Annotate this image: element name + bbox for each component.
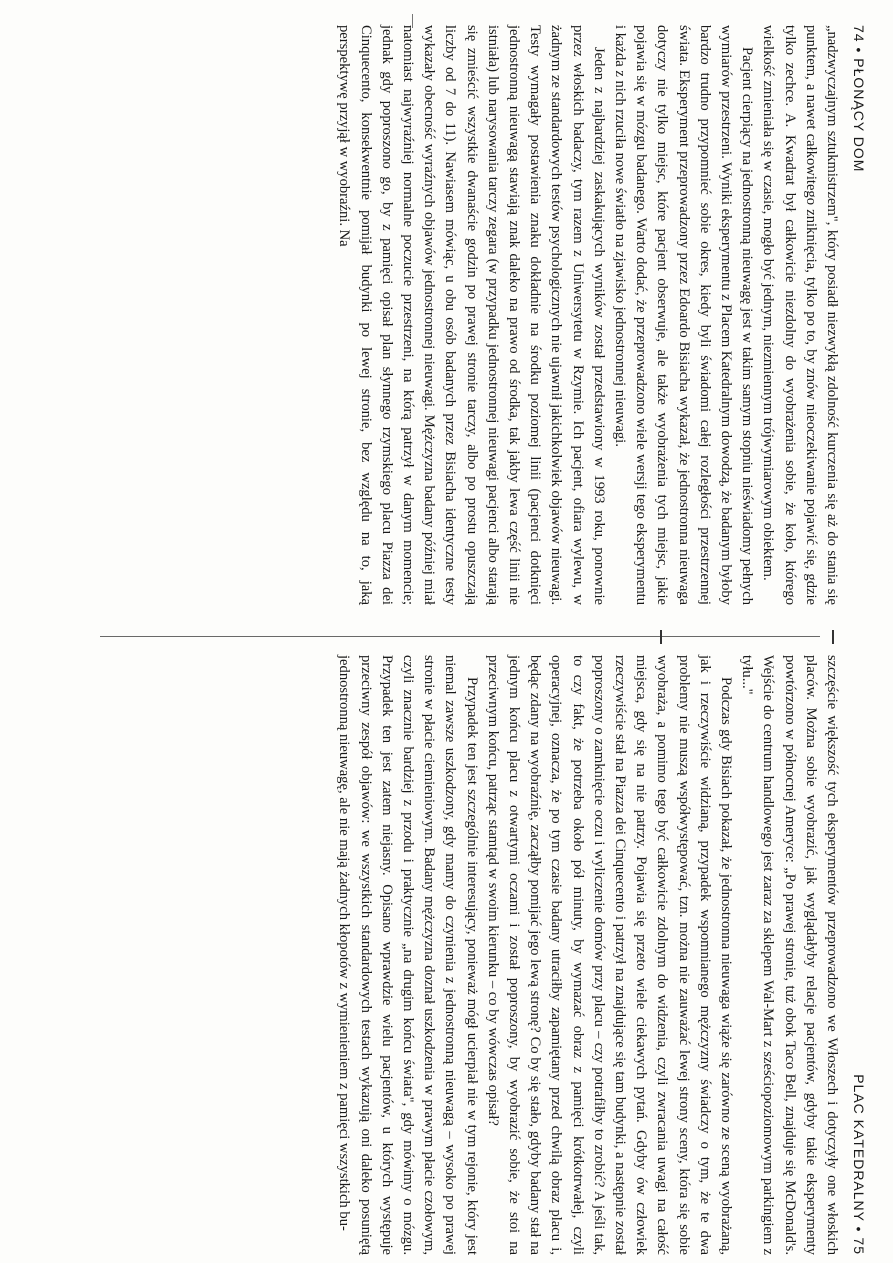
paragraph: Podczas gdy Bisiach pokazał, że jednostronna nieuwaga wiąże się zarówno ze sceną wyobrażaną, jak i rzeczywiście widzianą, przypadek wspomnianego mężczyzny świadczy o tym, że te dwa problemy nie muszą współwystępować, tzn. można nie zauważać lewej strony sceny, która się sobie wyobraża, a pomimo tego być całkowicie zdolnym do widzenia, czyli zwracania uwagi na całość miejsca, gdy się na nie patrzy. Pojawia się przeto wiele ciekawych pytań. Gdyby ów człowiek rzeczywiście stał na Piazza dei Cinquecento i patrzył na znajdujące się tam budynki, a następnie został poproszony o zamknięcie oczu i wyliczenie domów przy placu – czy potrafiłby to zrobić? A jeśli tak, to czy fakt, że potrzeba około pół minuty, by wymazać obraz z pamięci krótkotrwałej, czyli operacyjnej, oznacza, że po tym czasie badany utraciłby zapamiętany przed chwilą obraz placu i, będąc zdany na wyobraźnię, zacząłby pomijać jego lewą stronę? Co by się stało, gdyby badany stał na jednym końcu placu z otwartymi oczami i został poproszony, by wyobrazić sobie, że stoi na przeciwnym końcu, patrząc stamtąd w swoim kierunku – co by wówczas opisał? xyxy=(484,655,734,1255)
right-page-body xyxy=(333,655,842,1255)
gutter-mark xyxy=(660,630,662,644)
left-page xyxy=(50,25,870,605)
gutter-mark xyxy=(832,630,834,644)
paragraph: „nadzwyczajnym sztukmistrzem", który posiadł niezwykłą zdolność kurczenia się aż do stania się punktem, a nawet całkowitego zniknięcia, tylko po to, by znów nieoczekiwanie pojawić się, gdzie tylko zechce. A. Kwadrat był całkowicie niezdolny do wyobrażenia sobie, że koło, którego wielkość zmieniała się w czasie, mogło być jednym, niezmiennym trójwymiarowym obiektem. xyxy=(760,25,840,605)
paragraph: Jeden z najbardziej zaskakujących wyników został przedstawiony w 1993 roku, ponownie przez włoskich badaczy, tym razem z Uniwersytetu w Rzymie. Ich pacjent, ofiara wylewu, w żadnym ze standardowych testów psychologicznych nie ujawnił jakichkolwiek objawów nieuwagi. Testy wymagały postawienia znaku dokładnie na środku poziomej linii (pacjenci dotknięci jednostronną nieuwagą stawiają znak daleko na prawo od środka, tak jakby lewa część linii nie istniała) lub narysowania tarczy zegara (w przypadku jednostronnej nieuwagi pacjenci albo starają się zmieścić wszystkie dwanaście godzin po prawej stronie tarczy, albo po prostu opuszczają liczby od 7 do 11). Nawiasem mówiąc, u obu osób badanych przez Bisiacha identyczne testy wykazały obecność wyraźnych objawów jednostronnej nieuwagi. Mężczyzna badany później miał natomiast najwyraźniej normalne poczucie przestrzeni, na którą patrzył w danym momencie; jednak gdy poproszono go, by z pamięci opisał plan słynnego rzymskiego placu Piazza dei Cinquecento, konsekwentnie pomijał budynki po lewej stronie, bez względu na to, jaką perspektywę przyjął w wyobraźni. Na xyxy=(336,25,607,605)
paragraph: szczęście większość tych eksperymentów przeprowadzono we Włoszech i dotyczyły one włoskich placów. Można sobie wyobrazić, jak wyglądałyby relacje pacjentów, gdyby takie eksperymenty powtórzono w północnej Ameryce: „Po prawej stronie, tuż obok Taco Bell, znajduje się McDonald's. Wejście do centrum handlowego jest zaraz za sklepem Wal-Mart z sześciopoziomowym parkingiem z tyłu..." xyxy=(739,655,840,1255)
running-head-left: 74 • PŁONĄCY DOM xyxy=(851,25,867,173)
left-page-body xyxy=(333,25,842,605)
page-gutter-line xyxy=(100,636,820,637)
paragraph: Pacjent cierpiący na jednostronną nieuwagę jest w takim samym stopniu nieświadomy pełnych wymiarów przestrzeni. Wyniki eksperymentu z Placem Katedralnym dowodzą, że badanym byłoby bardzo trudno przypomnieć sobie okres, kiedy byli świadomi całej rozległości przestrzennej świata. Eksperyment przeprowadzony przez Edoardo Bisiacha wykazał, że jednostronna nieuwaga dotyczy nie tylko miejsc, które pacjent obserwuje, ale także wyobrażenia tych miejsc, jakie pojawia się w mózgu badanego. Warto dodać, że przeprowadzono wiele wersji tego eksperymentu i każda z nich rzuciła nowe światło na zjawisko jednostronnej nieuwagi. xyxy=(611,25,756,605)
paragraph: Przypadek ten jest szczególnie interesujący, ponieważ mógł ucierpiał nie w tym rejonie, który jest niemal zawsze uszkodzony, gdy mamy do czynienia z jednostronną nieuwagą – wysoko po prawej stronie w płacie ciemieniowym. Badany mężczyzna doznał uszkodzenia w prawym płacie czołowym, czyli znacznie bardziej z przodu i praktycznie „na drugim końcu świata", gdy mówimy o mózgu. Przypadek ten jest zatem niejasny. Opisano wprawdzie wielu pacjentów, u których występuje przeciwny zespół objawów: we wszystkich standardowych testach wykazują oni daleko posuniętą jednostronną nieuwagę, ale nie mają żadnych kłopotów z wymienieniem z pamięci wszystkich bu- xyxy=(336,655,480,1255)
running-head-right: PLAC KATEDRALNY • 75 xyxy=(851,1074,867,1255)
right-page xyxy=(50,655,870,1255)
